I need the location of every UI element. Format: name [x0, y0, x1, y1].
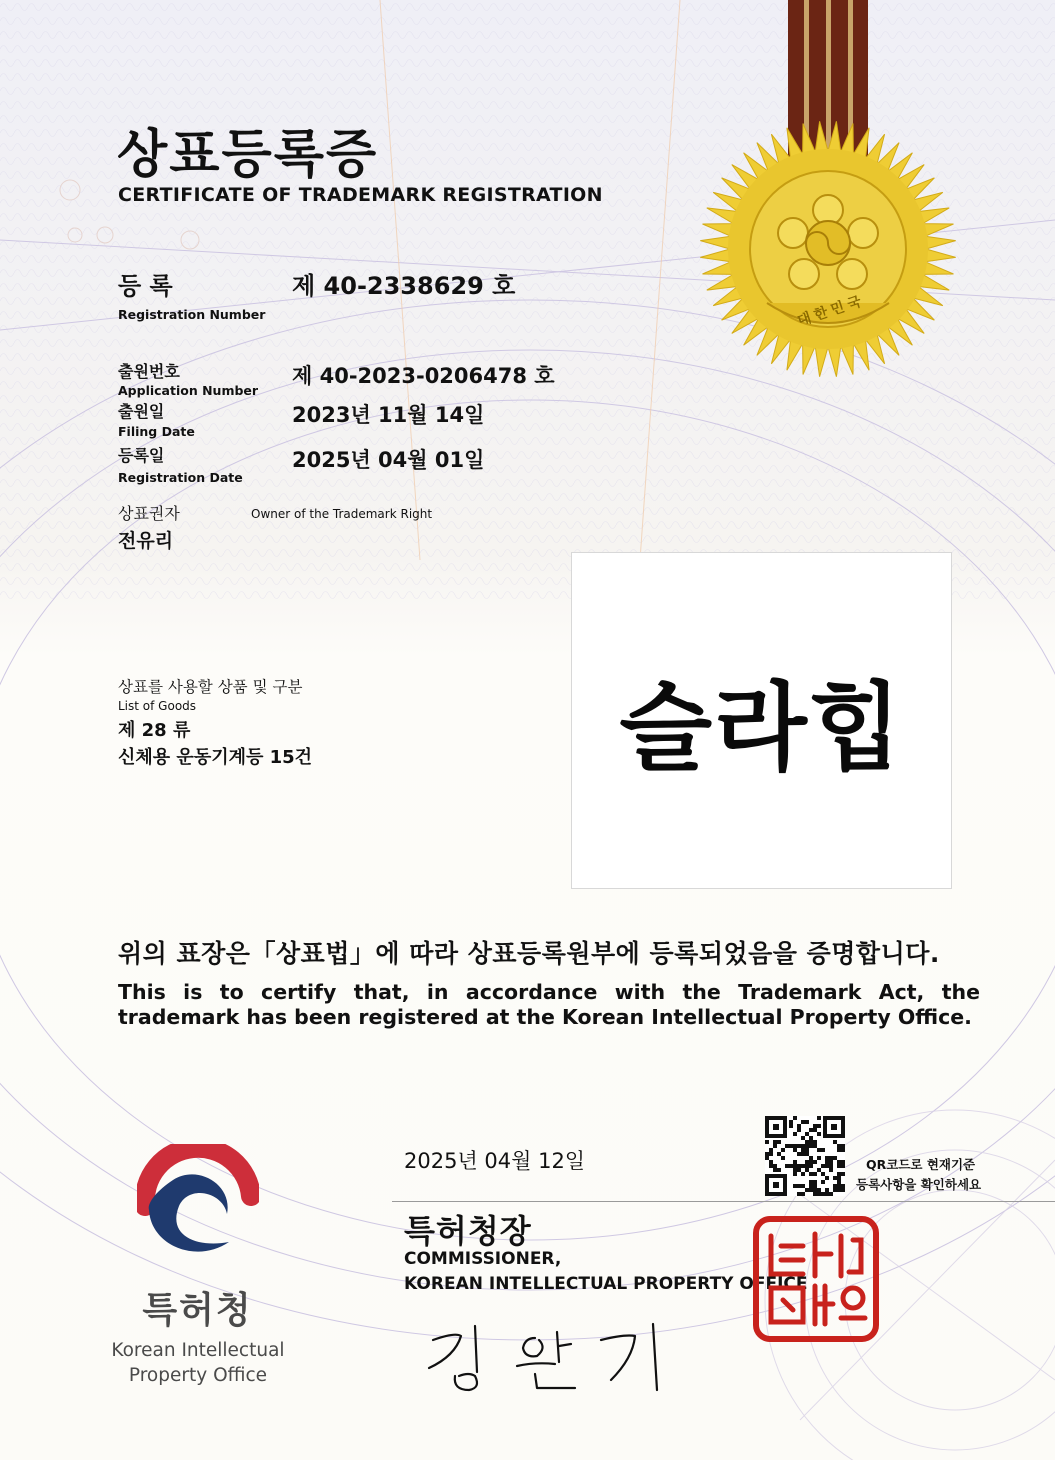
kipo-name-en-2: Property Office: [128, 1365, 268, 1386]
goods-class: 제 28 류: [118, 720, 191, 741]
issue-date: 2025년 04월 12일: [404, 1149, 586, 1173]
qr-caption-1: QR코드로 현재기준: [866, 1157, 976, 1172]
seal-text: 대한민국: [795, 292, 868, 330]
registration-date: 2025년 04월 01일: [292, 448, 485, 472]
qr-code[interactable]: [765, 1116, 845, 1196]
official-red-stamp: [753, 1216, 879, 1342]
certification-statement-ko: 위의 표장은「상표법」에 따라 상표등록원부에 등록되었음을 증명합니다.: [118, 939, 940, 968]
trademark-text: 슬라힙: [619, 672, 904, 784]
certification-statement-en: This is to certify that, in accordance with the Trademark Act, the trademark has been registered at the Korean Intellectual Property Office.: [118, 980, 980, 1029]
national-seal-medal: [697, 118, 959, 380]
trademark-image: [571, 552, 952, 889]
page-subtitle: CERTIFICATE OF TRADEMARK REGISTRATION: [118, 184, 603, 206]
signature-divider: [392, 1201, 1055, 1202]
registration-date-label-en: Registration Date: [118, 470, 243, 485]
filing-date: 2023년 11월 14일: [292, 403, 485, 427]
owner-label-en: Owner of the Trademark Right: [251, 507, 433, 521]
commissioner-signature: [425, 1318, 675, 1396]
kipo-name-ko: 특허청: [142, 1290, 253, 1331]
page-title: 상표등록증: [117, 125, 379, 185]
commissioner-title-en-2: KOREAN INTELLECTUAL PROPERTY OFFICE: [404, 1274, 808, 1294]
kipo-logo-icon: [137, 1144, 259, 1262]
filing-date-label: 출원일: [118, 402, 165, 421]
kipo-name-en-1: Korean Intellectual: [111, 1340, 285, 1361]
commissioner-title-ko: 특허청장: [404, 1212, 532, 1250]
registration-label: 등 록: [118, 272, 173, 300]
goods-label-en: List of Goods: [118, 699, 197, 713]
qr-caption-2: 등록사항을 확인하세요: [856, 1177, 982, 1192]
filing-date-label-en: Filing Date: [118, 424, 195, 439]
application-number: 제 40-2023-0206478 호: [292, 364, 555, 388]
commissioner-title-en-1: COMMISSIONER,: [404, 1249, 562, 1269]
registration-number: 제 40-2338629 호: [292, 272, 516, 300]
goods-label: 상표를 사용할 상품 및 구분: [118, 678, 303, 696]
owner-name: 전유리: [118, 530, 174, 552]
registration-date-label: 등록일: [118, 446, 165, 465]
owner-label: 상표권자: [118, 504, 180, 523]
application-label-en: Application Number: [118, 383, 259, 398]
goods-description: 신체용 운동기계등 15건: [118, 747, 313, 768]
registration-label-en: Registration Number: [118, 307, 266, 322]
application-label: 출원번호: [118, 362, 180, 381]
